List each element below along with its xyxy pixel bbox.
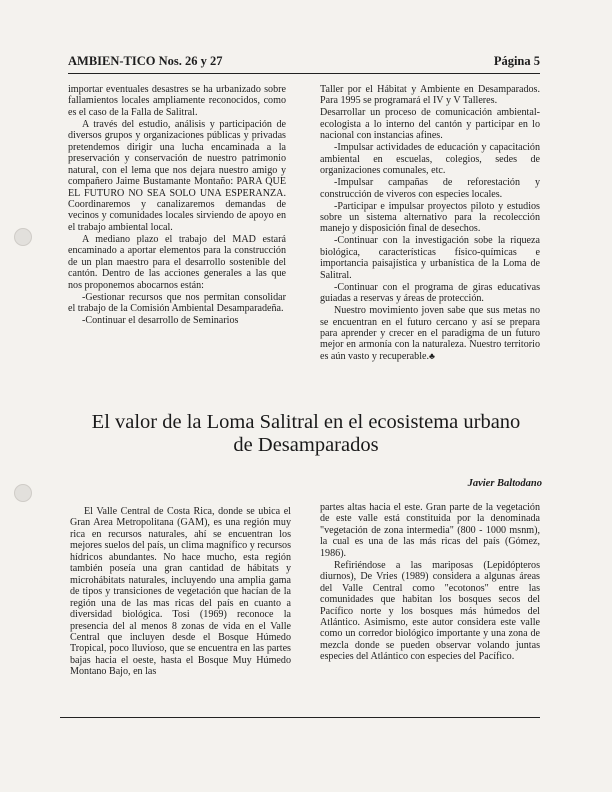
bottom-right-column <box>320 502 540 663</box>
binder-hole <box>14 484 32 502</box>
paragraph: -Gestionar recursos que nos permitan consolidar el trabajo de la Comisión Ambiental Desamparadeña. <box>68 291 286 315</box>
paragraph: El Valle Central de Costa Rica, donde se ubica el Gran Area Metropolitana (GAM), es una región muy rica en recursos naturales, ahí se encuentran los mejores suelos del país, un clima magnífico y recursos hídricos abundantes. No hace mucho, esta región también poseía una gran cantidad de hábitats y microhábitats naturales, incluyendo una amplia gama de tipos y transiciones de vegetación que hacían de la región una de las mas ricas del país en cuanto a diversidad biológica. Tosi (1969) reconoce la presencia del al menos 8 zonas de vida en el Valle Central que incluyen desde el Bosque Húmedo Tropical, poco lluvioso, que se encuentra en las partes bajas hacia el oeste, hasta el Bosque Muy Húmedo Montano Bajo, en las <box>70 506 291 678</box>
article-author: Javier Baltodano <box>467 478 542 489</box>
article-title-line: El valor de la Loma Salitral en el ecosistema urbano <box>91 411 521 433</box>
paragraph: partes altas hacia el este. Gran parte de la vegetación de este valle está constituida por la denominada "vegetación de zona intermedia" (800 - 1000 msnm), la cual es una de las más ricas del país (Gómez, 1986). <box>320 502 540 559</box>
header-rule <box>68 73 540 74</box>
paragraph: -Participar e impulsar proyectos piloto y estudios sobre un sistema alternativo para la recolección manejo y disposición final de desechos. <box>320 200 540 235</box>
article-title-line: de Desamparados <box>233 434 379 456</box>
binder-hole <box>14 228 32 246</box>
paragraph: Taller por el Hábitat y Ambiente en Desamparados. Para 1995 se programará el IV y V Talleres. <box>320 84 540 107</box>
article-title <box>60 411 552 457</box>
paragraph: -Continuar con la investigación sobe la riqueza biológica, características físico-químicas e importancia paisajística y urbanística de la Loma de Salitral. <box>320 235 540 281</box>
footer-rule <box>60 717 540 718</box>
paragraph: A mediano plazo el trabajo del MAD estará encaminado a aportar elementos para la construcción de un plan maestro para el desarrollo sostenible del cantón. Dentro de las acciones generales a las que nos proponemos abocarnos están: <box>68 233 286 291</box>
paragraph: Desarrollar un proceso de comunicación ambiental-ecologista a lo interno del cantón y participar en lo nacional con instancias afines. <box>320 107 540 142</box>
end-of-article-icon: ♣ <box>429 350 435 361</box>
top-right-column <box>320 84 540 362</box>
paragraph: importar eventuales desastres se ha urbanizado sobre fallamientos locales ampliamente reconocidos, como es el caso de la Falla de Salitral. <box>68 84 286 118</box>
paragraph: -Impulsar campañas de reforestación y construcción de viveros con especies locales. <box>320 177 540 200</box>
page-number: Página 5 <box>493 54 540 68</box>
bottom-left-column <box>70 506 291 678</box>
paragraph: A través del estudio, análisis y participación de diversos grupos y organizaciones públicas y privadas pretendemos dirigir una lucha encaminada a la preservación y conservación de nuestro patrimonio natural, con el lema que nos dejara nuestro amigo y compañero Jaime Bustamante Montaño: PARA QUE EL FUTURO NO SEA SOLO UNA ESPERANZA. Coordinaremos y canalizaremos demandas de vecinos y comunidades locales sirviendo de apoyo en el trabajo ambiental local. <box>68 118 286 233</box>
closing-paragraph <box>320 305 540 362</box>
paragraph: Refiriéndose a las mariposas (Lepidópteros diurnos), De Vries (1989) considera a algunas áreas del Valle Central como "ecotonos" entre las comunidades que habitan los bosques secos del Pacífico norte y los bosques más húmedos del Atlántico. Asimismo, este autor considera este valle como un corredor biológico importante y una zona de mezcla donde se pueden observar volando juntas especies del Atlántico con especies del Pacífico. <box>320 559 540 663</box>
paragraph: -Continuar con el programa de giras educativas guiadas a reservas y áreas de protección. <box>320 281 540 305</box>
paragraph: -Continuar el desarrollo de Seminarios <box>82 315 239 327</box>
top-left-column <box>68 84 286 327</box>
paragraph: -Impulsar actividades de educación y capacitación ambiental en escuelas, colegios, sedes de organizaciones comunales, etc. <box>320 142 540 177</box>
publication-title: AMBIEN-TICO Nos. 26 y 27 <box>68 54 223 68</box>
paragraph-text: Nuestro movimiento joven sabe que sus metas no se encuentran en el futuro cercano y así se prepara para aprender y crecer en el paradigma de un futuro mejor en armonía con la naturaleza. Nuestro territorio es aún vasto y recuperable. <box>320 305 540 362</box>
